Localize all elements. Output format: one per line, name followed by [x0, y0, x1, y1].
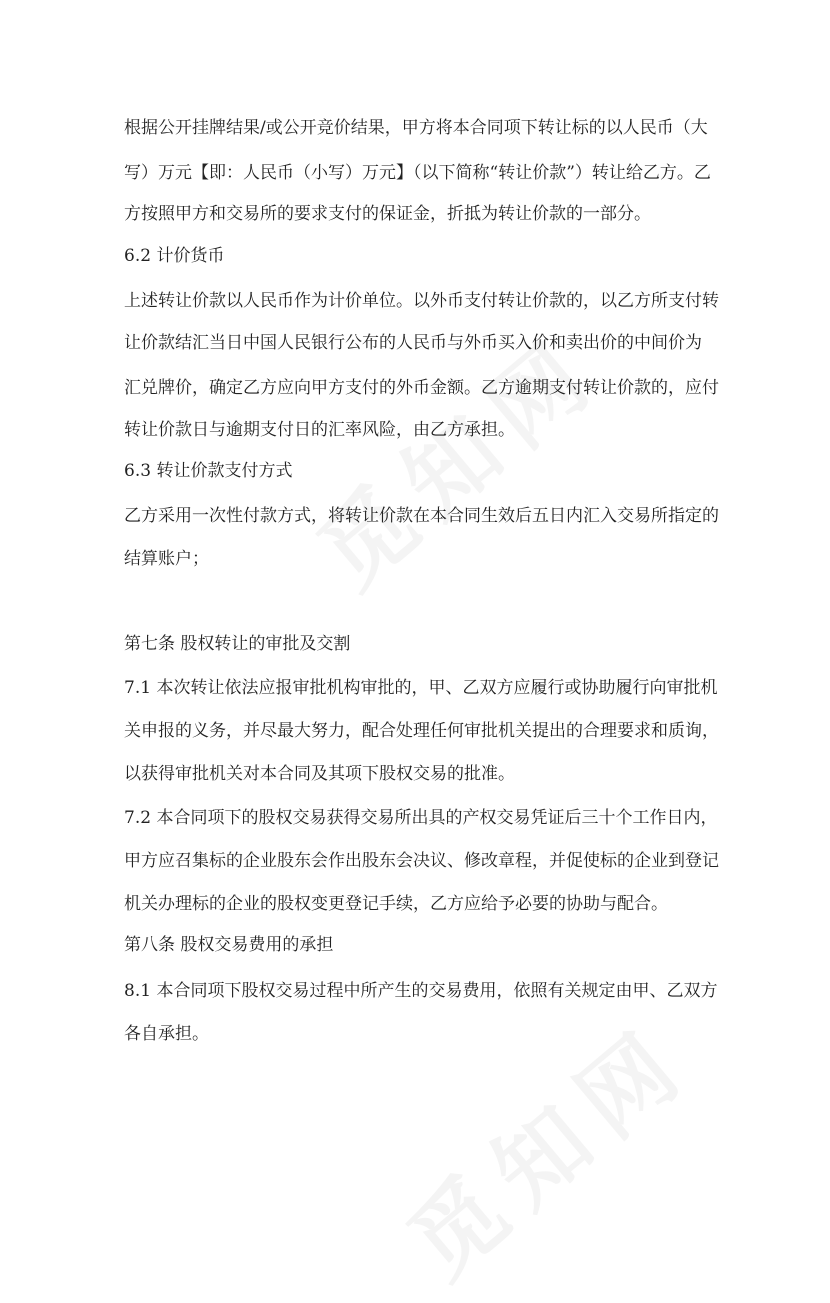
para-line-13: 7.1 本次转让依法应报审批机构审批的，甲、乙双方应履行或协助履行向审批机: [124, 678, 718, 698]
para-line-1: 根据公开挂牌结果/或公开竞价结果，甲方将本合同项下转让标的以人民币（大: [124, 118, 708, 138]
para-line-21: 各自承担。: [124, 1024, 209, 1044]
para-line-3: 方按照甲方和交易所的要求支付的保证金，折抵为转让价款的一部分。: [124, 204, 651, 224]
para-line-6: 让价款结汇当日中国人民银行公布的人民币与外币买入价和卖出价的中间价为: [124, 333, 702, 353]
section-heading-6-3: 6.3 转让价款支付方式: [124, 461, 293, 481]
para-line-16: 7.2 本合同项下的股权交易获得交易所出具的产权交易凭证后三十个工作日内，: [124, 808, 718, 828]
para-line-11: 结算账户；: [124, 549, 209, 569]
para-line-8: 转让价款日与逾期支付日的汇率风险，由乙方承担。: [124, 420, 515, 440]
article-heading-7: 第七条 股权转让的审批及交割: [124, 634, 351, 654]
section-heading-6-2: 6.2 计价货币: [124, 246, 225, 266]
para-line-20: 8.1 本合同项下股权交易过程中所产生的交易费用，依照有关规定由甲、乙双方: [124, 981, 718, 1001]
para-line-10: 乙方采用一次性付款方式，将转让价款在本合同生效后五日内汇入交易所指定的: [124, 506, 719, 526]
para-line-2: 写）万元【即：人民币（小写）万元】（以下简称“转让价款”）转让给乙方。乙: [124, 163, 711, 183]
article-heading-8: 第八条 股权交易费用的承担: [124, 935, 334, 955]
para-line-5: 上述转让价款以人民币作为计价单位。以外币支付转让价款的，以乙方所支付转: [124, 291, 719, 311]
para-line-7: 汇兑牌价，确定乙方应向甲方支付的外币金额。乙方逾期支付转让价款的，应付: [124, 378, 719, 398]
watermark-lower: [376, 989, 714, 1302]
para-line-17: 甲方应召集标的企业股东会作出股东会决议、修改章程，并促使标的企业到登记: [124, 851, 719, 871]
para-line-14: 关申报的义务，并尽最大努力，配合处理任何审批机关提出的合理要求和质询，: [124, 721, 719, 741]
para-line-15: 以获得审批机关对本合同及其项下股权交易的批准。: [124, 764, 515, 784]
para-line-18: 机关办理标的企业的股权变更登记手续，乙方应给予必要的协助与配合。: [124, 894, 668, 914]
